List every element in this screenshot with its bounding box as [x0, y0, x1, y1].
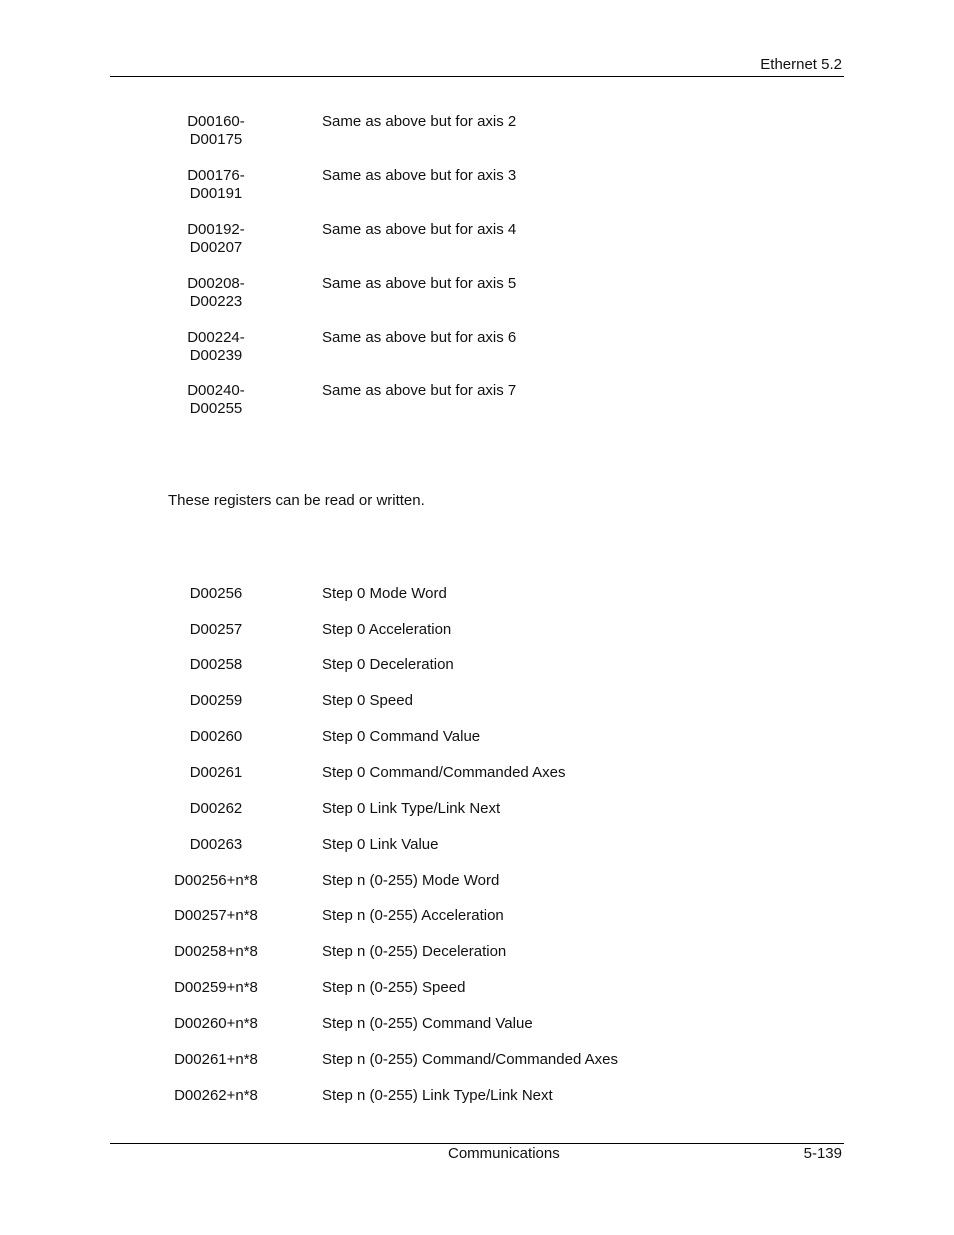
register-cell: D00258: [189, 656, 243, 673]
register-cell: [156, 167, 276, 203]
register-cell: D00257: [189, 621, 243, 638]
register-start: D00208-: [187, 275, 245, 292]
register-description: Same as above but for axis 7: [322, 382, 517, 399]
header-rule: [110, 76, 844, 77]
footer-rule: [110, 1143, 844, 1144]
register-end: D00239: [189, 347, 243, 364]
register-description: Step n (0-255) Command Value: [322, 1015, 533, 1032]
register-description: Step n (0-255) Link Type/Link Next: [322, 1087, 553, 1104]
register-description: Step n (0-255) Command/Commanded Axes: [322, 1051, 618, 1068]
footer-page-number: 5-139: [803, 1145, 842, 1162]
register-cell: [156, 329, 276, 365]
register-description: Step 0 Link Type/Link Next: [322, 800, 501, 817]
register-cell: D00260: [189, 728, 243, 745]
body-paragraph: These registers can be read or written.: [168, 492, 425, 509]
register-cell: D00256: [189, 585, 243, 602]
register-start: D00160-: [187, 113, 245, 130]
register-description: Step 0 Deceleration: [322, 656, 454, 673]
register-cell: D00257+n*8: [174, 907, 258, 924]
register-description: Step 0 Command Value: [322, 728, 481, 745]
register-cell: D00258+n*8: [174, 943, 258, 960]
register-end: D00255: [189, 400, 243, 417]
register-cell: D00262+n*8: [174, 1087, 258, 1104]
register-description: Step 0 Mode Word: [322, 585, 447, 602]
register-start: D00192-: [187, 221, 245, 238]
register-end: D00207: [189, 239, 243, 256]
register-start: D00176-: [187, 167, 245, 184]
register-description: Step n (0-255) Mode Word: [322, 872, 500, 889]
footer-chapter: Communications: [448, 1145, 560, 1162]
register-description: Step 0 Command/Commanded Axes: [322, 764, 566, 781]
register-description: Step 0 Acceleration: [322, 621, 452, 638]
register-description: Step n (0-255) Speed: [322, 979, 466, 996]
register-description: Same as above but for axis 5: [322, 275, 517, 292]
register-description: Step 0 Link Value: [322, 836, 439, 853]
register-cell: [156, 275, 276, 311]
register-description: Step n (0-255) Deceleration: [322, 943, 507, 960]
register-cell: D00262: [189, 800, 243, 817]
register-end: D00175: [189, 131, 243, 148]
register-cell: [156, 382, 276, 418]
register-cell: D00261: [189, 764, 243, 781]
register-description: Same as above but for axis 6: [322, 329, 517, 346]
register-cell: [156, 221, 276, 257]
register-cell: D00259: [189, 692, 243, 709]
register-description: Same as above but for axis 2: [322, 113, 517, 130]
register-cell: [156, 113, 276, 149]
register-description: Same as above but for axis 4: [322, 221, 517, 238]
register-description: Step 0 Speed: [322, 692, 413, 709]
register-cell: D00261+n*8: [174, 1051, 258, 1068]
register-description: Step n (0-255) Acceleration: [322, 907, 504, 924]
register-start: D00224-: [187, 329, 245, 346]
register-cell: D00260+n*8: [174, 1015, 258, 1032]
register-end: D00191: [189, 185, 243, 202]
header-section-title: Ethernet 5.2: [760, 56, 842, 73]
register-end: D00223: [189, 293, 243, 310]
register-cell: D00263: [189, 836, 243, 853]
register-cell: D00256+n*8: [174, 872, 258, 889]
register-start: D00240-: [187, 382, 245, 399]
register-cell: D00259+n*8: [174, 979, 258, 996]
register-description: Same as above but for axis 3: [322, 167, 517, 184]
